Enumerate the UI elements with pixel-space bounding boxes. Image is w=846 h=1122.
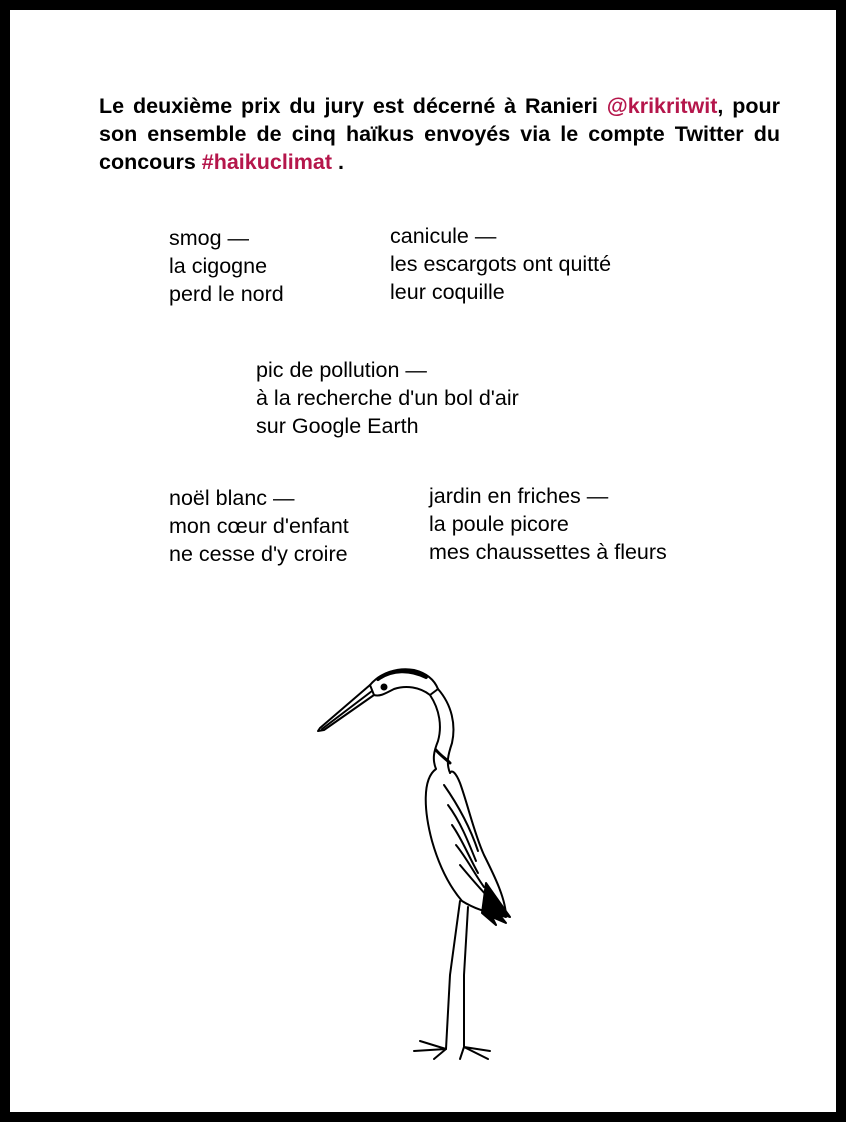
heron-icon <box>310 655 520 1065</box>
intro-text-start: Le deuxième prix du jury est décerné à Ranieri <box>99 94 607 118</box>
haiku-line: pic de pollution — <box>256 358 427 382</box>
twitter-handle[interactable]: @krikritwit <box>606 94 718 118</box>
haiku-line: la cigogne <box>169 254 268 278</box>
haiku-3 <box>256 356 519 440</box>
haiku-4 <box>169 484 349 568</box>
haiku-1 <box>169 224 284 308</box>
intro-paragraph <box>99 92 780 176</box>
haiku-line: smog — <box>169 226 250 250</box>
intro-text-middle: , pour son ensemble de cinq haïkus envoyés via le compte Twitter du concours <box>99 94 781 174</box>
haiku-line: ne cesse d'y croire <box>169 542 348 566</box>
heron-illustration <box>310 655 520 1070</box>
haiku-line: sur Google Earth <box>256 414 419 438</box>
page <box>10 10 836 1112</box>
haiku-line: jardin en friches — <box>429 484 609 508</box>
haiku-line: la poule picore <box>429 512 569 536</box>
haiku-line: les escargots ont quitté <box>390 252 612 276</box>
haiku-5 <box>429 482 667 566</box>
haiku-line: canicule — <box>390 224 497 248</box>
intro-text-end: . <box>332 150 344 174</box>
hashtag[interactable]: #haikuclimat <box>201 150 332 174</box>
haiku-line: mes chaussettes à fleurs <box>429 540 667 564</box>
haiku-2 <box>390 222 611 306</box>
haiku-line: noël blanc — <box>169 486 295 510</box>
haiku-line: perd le nord <box>169 282 284 306</box>
haiku-line: leur coquille <box>390 280 505 304</box>
haiku-line: mon cœur d'enfant <box>169 514 349 538</box>
haiku-line: à la recherche d'un bol d'air <box>256 386 519 410</box>
